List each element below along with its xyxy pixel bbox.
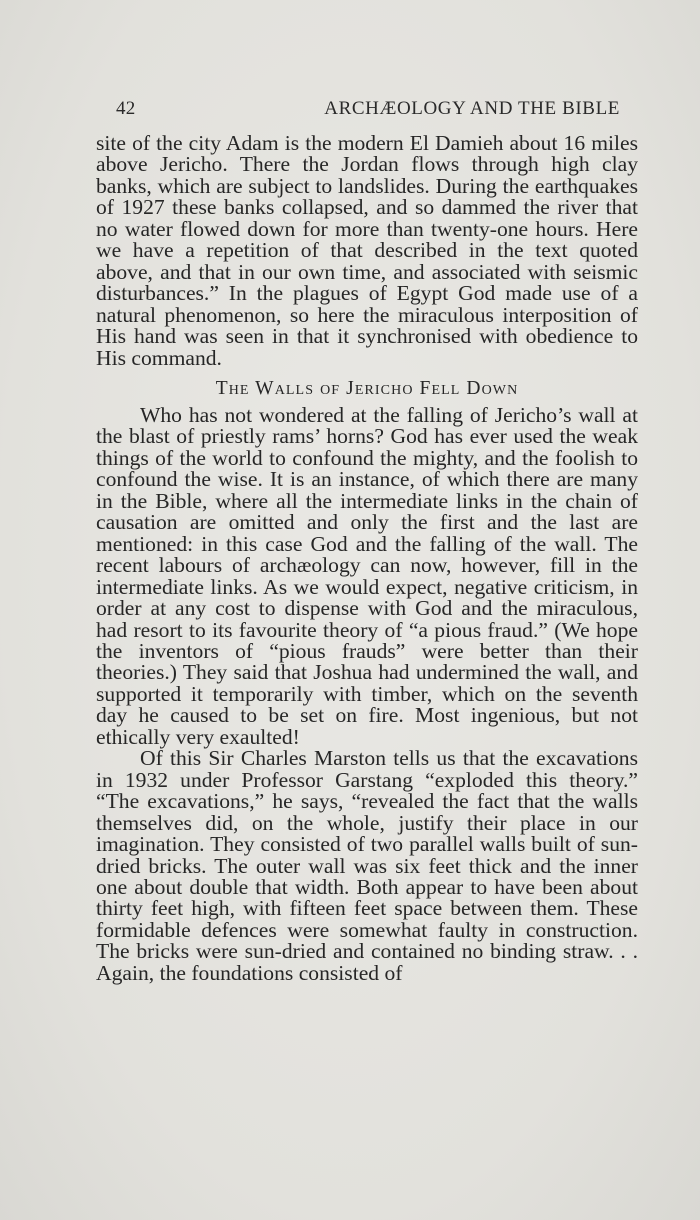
section-heading: The Walls of Jericho Fell Down <box>215 377 519 399</box>
running-head: ARCHÆOLOGY AND THE BIBLE <box>324 98 620 119</box>
page-number: 42 <box>116 98 136 119</box>
body-text <box>96 133 638 984</box>
page-header <box>96 98 620 124</box>
paragraph-marston-excavations: Of this Sir Charles Marston tells us that the excavations in 1932 under Professor Garstang “exploded this theory.” “The excavations,” he says, “revealed the fact that the walls themselves did, on the whole, justify their place in our imagination. They consisted of two parallel walls built of sun-dried bricks. The outer wall was six feet thick and the inner one about double that width. Both appear to have been about thirty feet high, with fifteen feet space between them. These formidable defences were somewhat faulty in construction. The bricks were sun-dried and contained no binding straw. . . Again, the foundations consisted of <box>96 746 638 985</box>
paragraph-continuation: site of the city Adam is the modern El Damieh about 16 miles above Jericho. There the Jordan flows through high clay banks, which are subject to landslides. During the earthquakes of 1927 these banks collapsed, and so dammed the river that no water flowed down for more than twenty-one hours. Here we have a repetition of that described in the text quoted above, and that in our own time, and associated with seismic disturbances.” In the plagues of Egypt God made use of a natural phenomenon, so here the miraculous interposition of His hand was seen in that it synchronised with obedience to His command. <box>96 131 638 370</box>
paragraph-walls-of-jericho: Who has not wondered at the falling of Jericho’s wall at the blast of priestly rams’ horns? God has ever used the weak things of the world to confound the mighty, and the foolish to confound the wise. It is an instance, of which there are many in the Bible, where all the intermediate links in the chain of causation are omitted and only the first and the last are mentioned: in this case God and the falling of the wall. The recent labours of archæology can now, however, fill in the intermediate links. As we would expect, negative criticism, in order at any cost to dispense with God and the miraculous, had resort to its favourite theory of “a pious fraud.” (We hope the inventors of “pious frauds” were better than their theories.) They said that Joshua had undermined the wall, and supported it temporarily with timber, which on the seventh day he caused to be set on fire. Most ingenious, but not ethically very exaulted! <box>96 402 638 749</box>
